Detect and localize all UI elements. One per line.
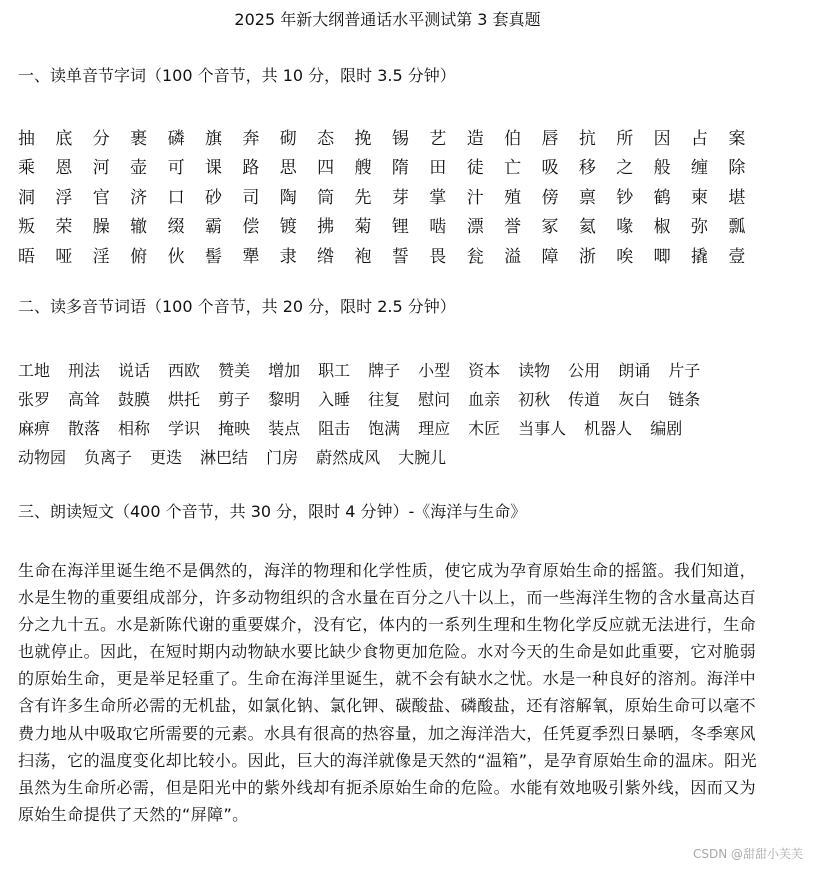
char-item: 啮 bbox=[429, 217, 447, 238]
word-item: 鼓膜 bbox=[118, 389, 151, 409]
char-item: 砌 bbox=[279, 128, 297, 149]
char-item: 漂 bbox=[466, 217, 484, 238]
char-item: 壹 bbox=[728, 246, 746, 267]
char-item: 田 bbox=[429, 158, 447, 179]
word-item: 散落 bbox=[68, 418, 101, 438]
char-item: 喙 bbox=[616, 217, 634, 238]
word-item: 掩映 bbox=[218, 418, 251, 438]
char-item: 畏 bbox=[429, 246, 447, 267]
word-item: 入睡 bbox=[318, 389, 351, 409]
char-item: 傍 bbox=[541, 187, 559, 208]
char-item: 氦 bbox=[578, 217, 596, 238]
word-row bbox=[18, 385, 718, 414]
reading-passage: 生命在海洋里诞生绝不是偶然的，海洋的物理和化学性质，使它成为孕育原始生命的摇篮。我们知道，水是生物的重要组成部分，许多动物组织的含水量在百分之八十以上，而一些海洋生物的含水量高达百分之九十五。水是新陈代谢的重要媒介，没有它，体内的一系列生理和生物化学反应就无法进行，生命也就停止。因此，在短时期内动物缺水要比缺少食物更加危险。水对今天的生命是如此重要，它对脆弱的原始生命，更是举足轻重了。生命在海洋里诞生，就不会有缺水之忧。水是一种良好的溶剂。海洋中含有许多生命所必需的无机盐，如氯化钠、氯化钾、碳酸盐、磷酸盐，还有溶解氧，原始生命可以毫不费力地从中吸取它所需要的元素。水具有很高的热容量，加之海洋浩大，任凭夏季烈日暴晒，冬季寒风扫荡，它的温度变化却比较小。因此，巨大的海洋就像是天然的“温箱”，是孕育原始生命的温床。阳光虽然为生命所必需，但是阳光中的紫外线却有扼杀原始生命的危险。水能有效地吸引紫外线，因而又为原始生命提供了天然的“屏障”。 bbox=[18, 561, 757, 824]
char-item: 官 bbox=[92, 187, 110, 208]
word-item: 机器人 bbox=[584, 418, 633, 438]
char-item: 可 bbox=[167, 158, 185, 179]
word-item: 当事人 bbox=[518, 418, 567, 438]
word-item: 更迭 bbox=[150, 447, 183, 467]
char-item: 唉 bbox=[616, 246, 634, 267]
word-item: 阻击 bbox=[318, 418, 351, 438]
char-item: 口 bbox=[167, 187, 185, 208]
word-item: 链条 bbox=[668, 389, 701, 409]
word-item: 职工 bbox=[318, 360, 351, 380]
word-item: 编剧 bbox=[650, 418, 683, 438]
char-item: 荣 bbox=[55, 217, 73, 238]
word-item: 牌子 bbox=[368, 360, 401, 380]
word-item: 增加 bbox=[268, 360, 301, 380]
char-item: 因 bbox=[653, 128, 671, 149]
char-item: 隋 bbox=[391, 158, 409, 179]
char-item: 冢 bbox=[541, 217, 559, 238]
word-item: 赞美 bbox=[218, 360, 251, 380]
word-item: 工地 bbox=[18, 360, 51, 380]
char-item: 钞 bbox=[616, 187, 634, 208]
section1-heading: 一、读单音节字词（100 个音节，共 10 分，限时 3.5 分钟） bbox=[18, 66, 456, 85]
word-item: 资本 bbox=[468, 360, 501, 380]
word-item: 木匠 bbox=[468, 418, 501, 438]
char-item: 裹 bbox=[130, 128, 148, 149]
char-item: 艺 bbox=[429, 128, 447, 149]
char-item: 造 bbox=[466, 128, 484, 149]
char-item: 筒 bbox=[317, 187, 335, 208]
char-item: 汁 bbox=[466, 187, 484, 208]
char-item: 柬 bbox=[691, 187, 709, 208]
char-item: 缠 bbox=[691, 158, 709, 179]
char-item: 偿 bbox=[242, 217, 260, 238]
char-item: 旗 bbox=[204, 128, 222, 149]
char-item: 陶 bbox=[279, 187, 297, 208]
single-syllable-grid bbox=[18, 124, 766, 272]
char-item: 誓 bbox=[391, 246, 409, 267]
char-item: 臊 bbox=[92, 217, 110, 238]
section3-heading: 三、朗读短文（400 个音节，共 30 分，限时 4 分钟）-《海洋与生命》 bbox=[18, 502, 527, 521]
word-item: 烘托 bbox=[168, 389, 201, 409]
multi-syllable-grid bbox=[18, 356, 718, 472]
word-item: 剪子 bbox=[218, 389, 251, 409]
char-item: 砂 bbox=[204, 187, 222, 208]
char-item: 隶 bbox=[279, 246, 297, 267]
char-item: 司 bbox=[242, 187, 260, 208]
word-item: 灰白 bbox=[618, 389, 651, 409]
word-item: 相称 bbox=[118, 418, 151, 438]
word-item: 大腕儿 bbox=[398, 447, 447, 467]
char-item: 鹤 bbox=[653, 187, 671, 208]
char-item: 镀 bbox=[279, 217, 297, 238]
char-item: 亡 bbox=[504, 158, 522, 179]
word-item: 蔚然成风 bbox=[316, 447, 381, 467]
char-item: 浙 bbox=[578, 246, 596, 267]
char-item: 锡 bbox=[391, 128, 409, 149]
char-item: 唇 bbox=[541, 128, 559, 149]
char-item: 移 bbox=[578, 158, 596, 179]
char-item: 堪 bbox=[728, 187, 746, 208]
word-item: 负离子 bbox=[84, 447, 133, 467]
char-item: 哑 bbox=[55, 246, 73, 267]
char-row bbox=[18, 213, 766, 243]
word-item: 麻痹 bbox=[18, 418, 51, 438]
word-item: 小型 bbox=[418, 360, 451, 380]
word-item: 黎明 bbox=[268, 389, 301, 409]
char-item: 般 bbox=[653, 158, 671, 179]
char-item: 课 bbox=[204, 158, 222, 179]
char-item: 除 bbox=[728, 158, 746, 179]
char-item: 拂 bbox=[317, 217, 335, 238]
word-item: 学识 bbox=[168, 418, 201, 438]
char-item: 分 bbox=[92, 128, 110, 149]
word-item: 读物 bbox=[518, 360, 551, 380]
char-item: 抗 bbox=[578, 128, 596, 149]
char-item: 弥 bbox=[691, 217, 709, 238]
section2-heading: 二、读多音节词语（100 个音节，共 20 分，限时 2.5 分钟） bbox=[18, 297, 456, 316]
char-item: 淫 bbox=[92, 246, 110, 267]
char-item: 先 bbox=[354, 187, 372, 208]
word-item: 说话 bbox=[118, 360, 151, 380]
char-item: 障 bbox=[541, 246, 559, 267]
char-item: 俯 bbox=[130, 246, 148, 267]
char-item: 底 bbox=[55, 128, 73, 149]
char-item: 浮 bbox=[55, 187, 73, 208]
word-item: 西欧 bbox=[168, 360, 201, 380]
word-item: 朗诵 bbox=[618, 360, 651, 380]
char-item: 绺 bbox=[317, 246, 335, 267]
char-item: 济 bbox=[130, 187, 148, 208]
char-row bbox=[18, 242, 766, 272]
char-row bbox=[18, 183, 766, 213]
word-item: 血亲 bbox=[468, 389, 501, 409]
word-item: 饱满 bbox=[368, 418, 401, 438]
word-item: 传道 bbox=[568, 389, 601, 409]
char-item: 伯 bbox=[504, 128, 522, 149]
char-item: 袍 bbox=[354, 246, 372, 267]
char-item: 锂 bbox=[391, 217, 409, 238]
char-item: 缀 bbox=[167, 217, 185, 238]
char-row bbox=[18, 154, 766, 184]
word-item: 公用 bbox=[568, 360, 601, 380]
word-item: 装点 bbox=[268, 418, 301, 438]
char-item: 河 bbox=[92, 158, 110, 179]
word-item: 理应 bbox=[418, 418, 451, 438]
char-item: 辙 bbox=[130, 217, 148, 238]
word-item: 门房 bbox=[266, 447, 299, 467]
char-item: 磷 bbox=[167, 128, 185, 149]
char-item: 殖 bbox=[504, 187, 522, 208]
word-item: 片子 bbox=[668, 360, 701, 380]
char-row bbox=[18, 124, 766, 154]
char-item: 徒 bbox=[466, 158, 484, 179]
char-item: 四 bbox=[317, 158, 335, 179]
char-item: 掌 bbox=[429, 187, 447, 208]
char-item: 思 bbox=[279, 158, 297, 179]
char-item: 瓮 bbox=[466, 246, 484, 267]
char-item: 所 bbox=[616, 128, 634, 149]
word-row bbox=[18, 414, 718, 443]
page-title: 2025 年新大纲普通话水平测试第 3 套真题 bbox=[234, 10, 541, 29]
char-item: 恩 bbox=[55, 158, 73, 179]
char-item: 伙 bbox=[167, 246, 185, 267]
csdn-watermark: CSDN @甜甜小芙芙 bbox=[692, 847, 803, 861]
word-row bbox=[18, 356, 718, 385]
char-item: 溢 bbox=[504, 246, 522, 267]
char-item: 奔 bbox=[242, 128, 260, 149]
word-item: 高耸 bbox=[68, 389, 101, 409]
word-row bbox=[18, 443, 718, 472]
char-item: 椒 bbox=[653, 217, 671, 238]
word-item: 慰问 bbox=[418, 389, 451, 409]
char-item: 占 bbox=[691, 128, 709, 149]
word-item: 往复 bbox=[368, 389, 401, 409]
char-item: 菊 bbox=[354, 217, 372, 238]
char-item: 艘 bbox=[354, 158, 372, 179]
char-item: 撬 bbox=[691, 246, 709, 267]
char-item: 挽 bbox=[354, 128, 372, 149]
char-item: 洞 bbox=[18, 187, 35, 208]
char-item: 晤 bbox=[18, 246, 35, 267]
char-item: 誉 bbox=[504, 217, 522, 238]
char-item: 乘 bbox=[18, 158, 35, 179]
char-item: 抽 bbox=[18, 128, 35, 149]
word-item: 初秋 bbox=[518, 389, 551, 409]
char-item: 叛 bbox=[18, 217, 35, 238]
char-item: 霸 bbox=[204, 217, 222, 238]
char-item: 唧 bbox=[653, 246, 671, 267]
char-item: 路 bbox=[242, 158, 260, 179]
word-item: 动物园 bbox=[18, 447, 67, 467]
char-item: 芽 bbox=[391, 187, 409, 208]
char-item: 案 bbox=[728, 128, 746, 149]
char-item: 壶 bbox=[130, 158, 148, 179]
word-item: 刑法 bbox=[68, 360, 101, 380]
char-item: 吸 bbox=[541, 158, 559, 179]
char-item: 犟 bbox=[242, 246, 260, 267]
word-item: 淋巴结 bbox=[200, 447, 249, 467]
char-item: 之 bbox=[616, 158, 634, 179]
word-item: 张罗 bbox=[18, 389, 51, 409]
char-item: 禀 bbox=[578, 187, 596, 208]
char-item: 瓢 bbox=[728, 217, 746, 238]
char-item: 髻 bbox=[204, 246, 222, 267]
char-item: 态 bbox=[317, 128, 335, 149]
